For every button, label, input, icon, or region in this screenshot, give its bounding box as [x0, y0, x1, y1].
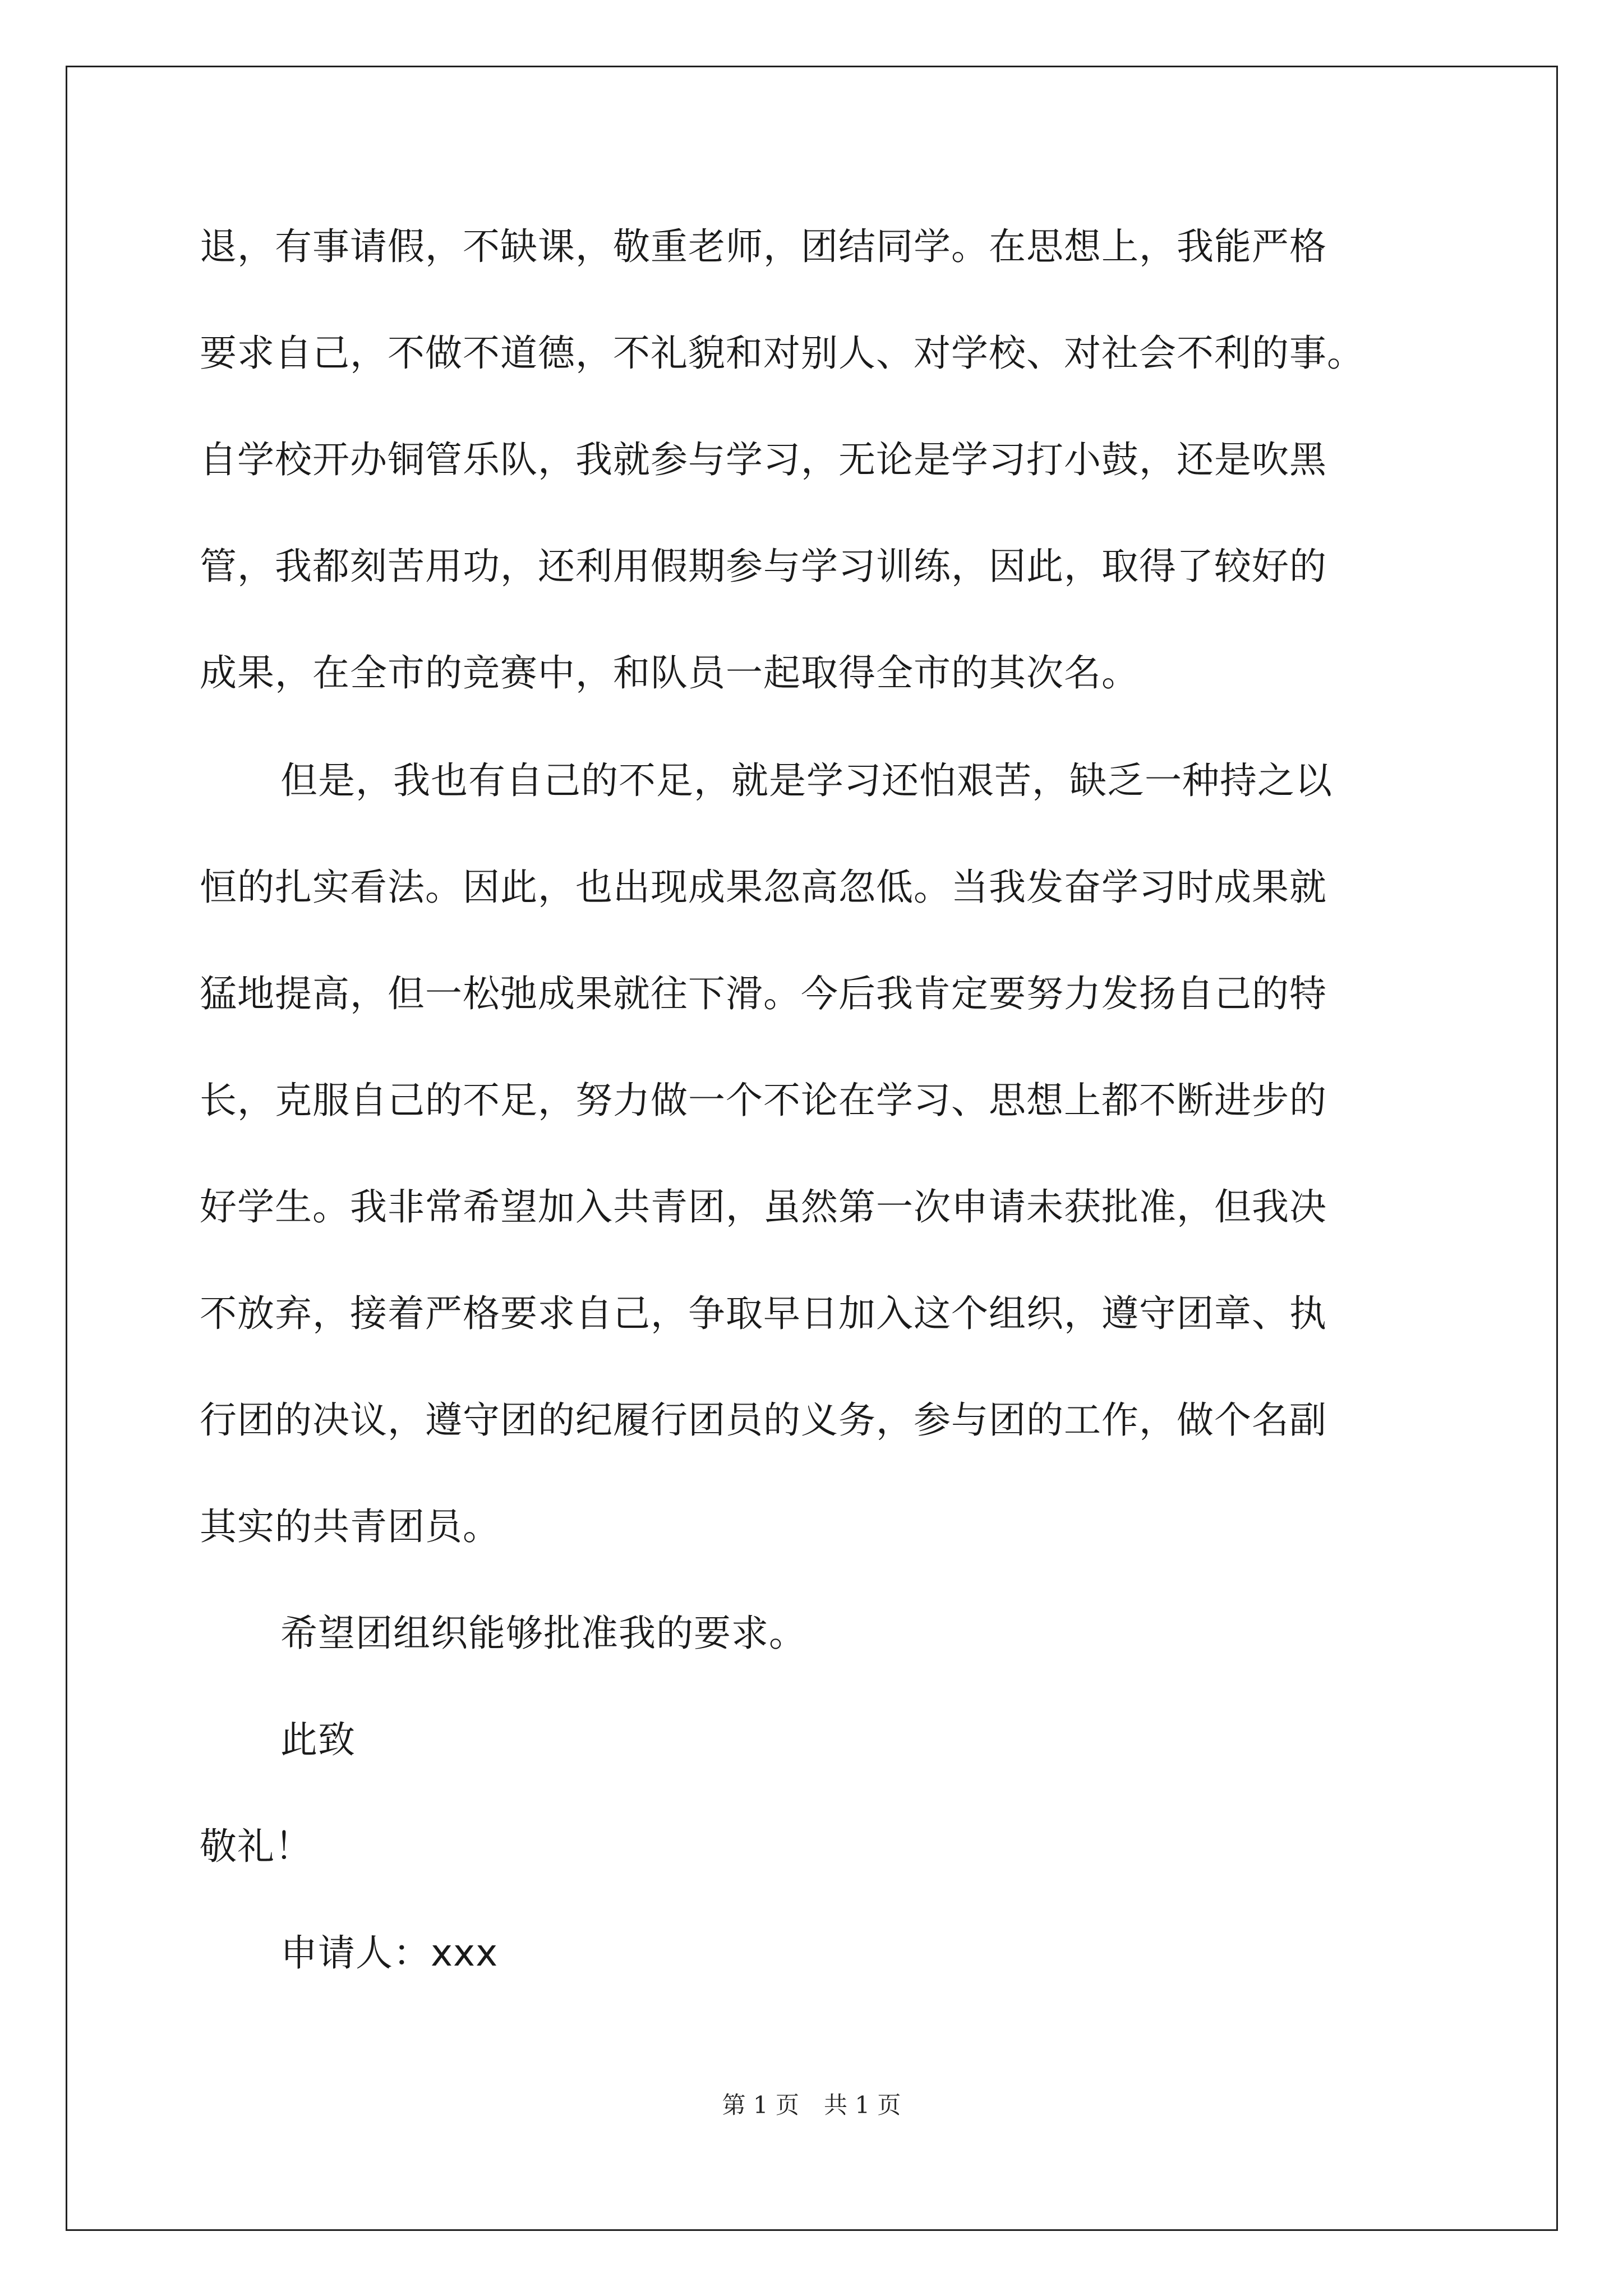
- closing-request: 希望团组织能够批准我的要求。: [280, 1612, 806, 1655]
- body-line: 恒的扎实看法。因此，也出现成果忽高忽低。当我发奋学习时成果就: [200, 866, 1327, 909]
- body-line: 长，克服自己的不足，努力做一个不论在学习、思想上都不断进步的: [200, 1079, 1327, 1122]
- body-line: 自学校开办铜管乐队，我就参与学习，无论是学习打小鼓，还是吹黑: [200, 438, 1327, 481]
- page-footer: [0, 2091, 1623, 2119]
- body-line: 行团的决议，遵守团的纪履行团员的义务，参与团的工作，做个名副: [200, 1398, 1327, 1442]
- body-line: 猛地提高，但一松弛成果就往下滑。今后我肯定要努力发扬自己的特: [200, 972, 1327, 1015]
- applicant-signature: 申请人：xxx: [280, 1931, 499, 1975]
- page-frame: [66, 66, 1558, 2231]
- page-number: 第 1 页: [722, 2091, 799, 2119]
- body-line: 要求自己，不做不道德，不礼貌和对别人、对学校、对社会不利的事。: [200, 332, 1364, 375]
- body-line: 成果，在全市的竞赛中，和队员一起取得全市的其次名。: [200, 651, 1139, 694]
- body-line: 其实的共青团员。: [200, 1505, 500, 1548]
- body-line: 好学生。我非常希望加入共青团，虽然第一次申请未获批准，但我决: [200, 1185, 1327, 1228]
- paragraph-start: 但是，我也有自己的不足，就是学习还怕艰苦，缺乏一种持之以: [280, 759, 1332, 802]
- salutation-jingli: 敬礼！: [200, 1825, 312, 1868]
- body-line: 不放弃，接着严格要求自己，争取早日加入这个组织，遵守团章、执: [200, 1292, 1327, 1335]
- salutation-cizhi: 此致: [280, 1718, 356, 1761]
- page-total: 共 1 页: [824, 2091, 901, 2119]
- body-line: 管，我都刻苦用功，还利用假期参与学习训练，因此，取得了较好的: [200, 545, 1327, 588]
- body-line: 退，有事请假，不缺课，敬重老师，团结同学。在思想上，我能严格: [200, 225, 1327, 268]
